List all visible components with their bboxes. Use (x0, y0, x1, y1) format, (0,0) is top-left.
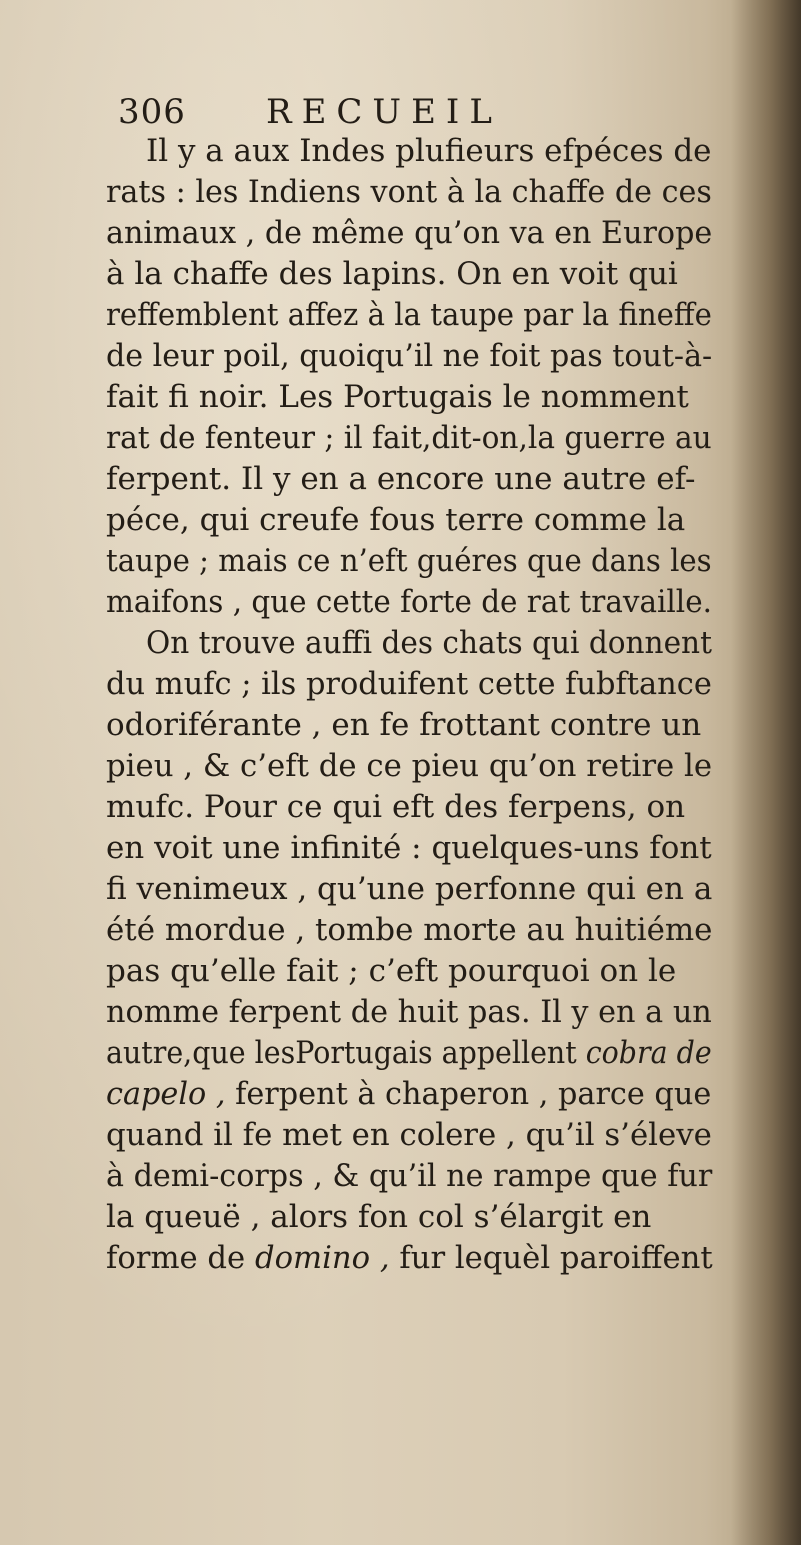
text-line: en voit une infinité : quelques-uns font (106, 830, 712, 866)
text-line: été mordue , tombe morte au huitiéme (106, 912, 713, 948)
text-line: pas qu’elle fait ; c’eft pourquoi on le (106, 953, 677, 989)
line-text: autre,que lesPortugais appellent (106, 1035, 577, 1071)
text-line: quand il fe met en colere , qu’il s’éleve (106, 1117, 712, 1153)
text-line: à la chaffe des lapins. On en voit qui (106, 256, 678, 292)
italic-term: cobra de (585, 1035, 712, 1071)
text-line: fait fi noir. Les Portugais le nomment (106, 379, 689, 415)
text-line: On trouve auffi des chats qui donnent (146, 625, 712, 661)
text-line: pieu , & c’eft de ce pieu qu’on retire le (106, 748, 713, 784)
text-line: animaux , de même qu’on va en Europe (106, 215, 713, 251)
text-line (106, 1238, 713, 1278)
line-text: fur lequèl paroiffent (399, 1240, 713, 1276)
line-text: ferpent à chaperon , parce que (235, 1076, 712, 1112)
text-line: la queuë , alors fon col s’élargit en (106, 1199, 652, 1235)
book-gutter-shadow (731, 0, 801, 1545)
text-line: rat de fenteur ; il fait,dit-on,la guerre au (106, 420, 712, 456)
text-line (106, 1074, 711, 1114)
text-line: taupe ; mais ce n’eft guéres que dans les (106, 543, 712, 579)
text-line: nomme ferpent de huit pas. Il y en a un (106, 994, 712, 1030)
italic-term: capelo , (106, 1076, 226, 1112)
running-head (118, 92, 678, 132)
text-line (106, 1033, 712, 1073)
text-line: ferpent. Il y en a encore une autre ef- (106, 461, 696, 497)
text-line: du mufc ; ils produifent cette fubftance (106, 666, 712, 702)
italic-term: domino , (254, 1240, 390, 1276)
line-text: forme de (106, 1240, 246, 1276)
text-line: mufc. Pour ce qui eft des ferpens, on (106, 789, 686, 825)
text-line: odoriférante , en fe frottant contre un (106, 707, 702, 743)
text-line: péce, qui creufe fous terre comme la (106, 502, 686, 538)
text-line: maifons , que cette forte de rat travaille. (106, 584, 712, 620)
page-number: 306 (118, 92, 186, 132)
text-line: fi venimeux , qu’une perfonne qui en a (106, 871, 713, 907)
text-line: de leur poil, quoiqu’il ne foit pas tout-à- (106, 338, 713, 374)
text-line: reffemblent affez à la taupe par la fineffe (106, 297, 712, 333)
running-title: RECUEIL (266, 92, 502, 132)
text-line: à demi-corps , & qu’il ne rampe que fur (106, 1158, 713, 1194)
text-line: Il y a aux Indes plufieurs efpéces de (146, 133, 712, 169)
text-line: rats : les Indiens vont à la chaffe de ces (106, 174, 712, 210)
